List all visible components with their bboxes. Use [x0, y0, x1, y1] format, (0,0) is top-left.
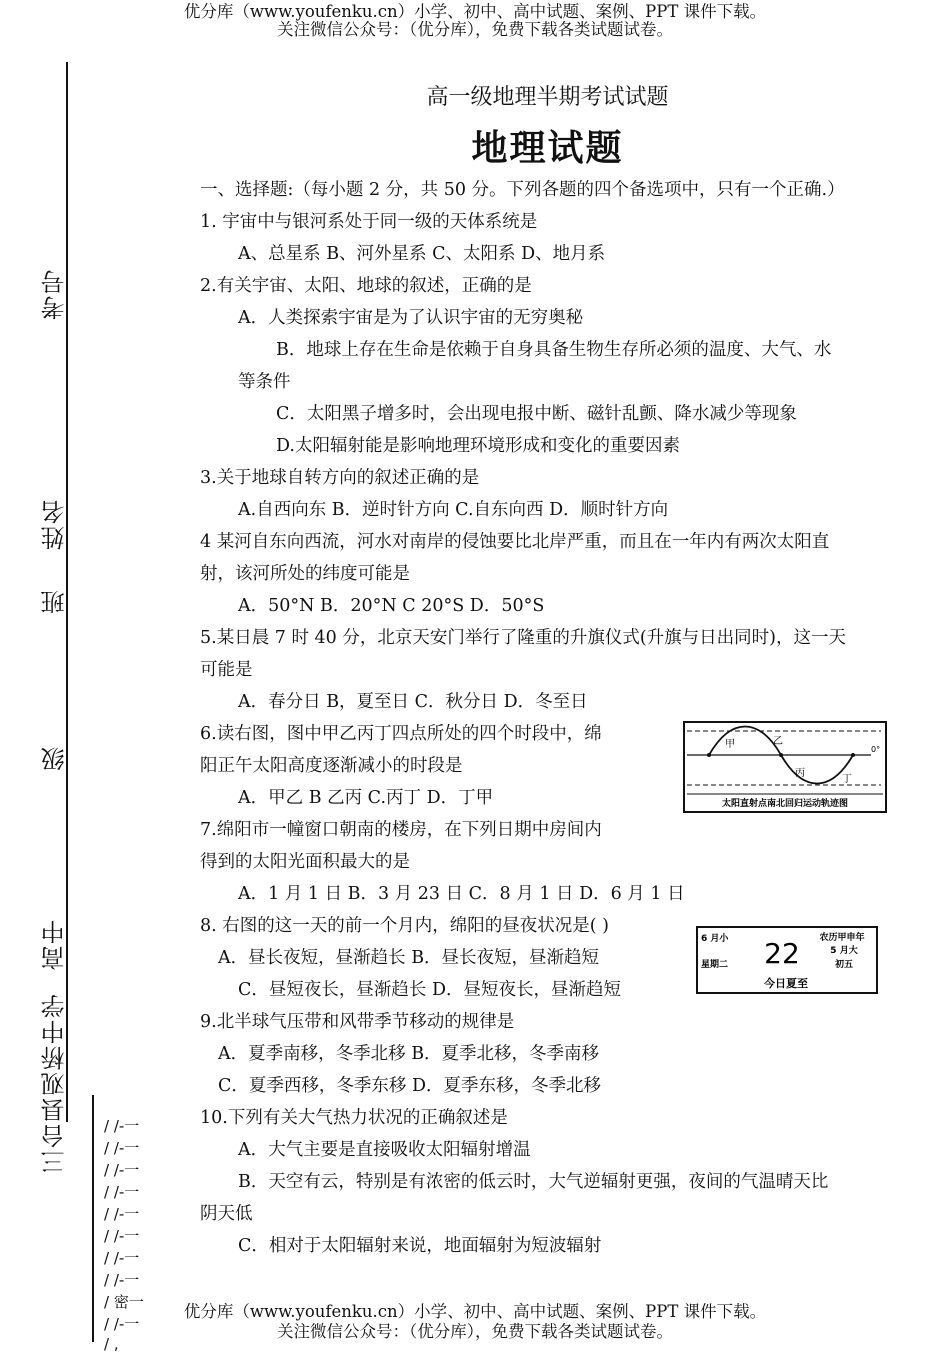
- calendar-weekday: 星期二: [701, 960, 729, 970]
- seal-stub: / /-一: [104, 1227, 140, 1245]
- option-line: 等条件: [238, 372, 291, 392]
- school-name: 三台县观桥中学: [41, 992, 69, 1174]
- calendar-day: 22: [764, 937, 800, 970]
- calendar-lunar-month: 5 月大: [830, 946, 858, 956]
- header-line-2: 关注微信公众号：（优分库），免费下载各类试题试卷。: [277, 20, 673, 39]
- seal-stub: / 密一: [104, 1293, 144, 1311]
- point-label-yi: 乙: [773, 736, 783, 747]
- option-line: A．春分日 B，夏至日 C．秋分日 D．冬至日: [238, 692, 588, 712]
- footer-line-1: 优分库（www.youfenku.cn）小学、初中、高中试题、案例、PPT 课件下载。: [183, 1302, 767, 1321]
- section-heading: 一、选择题:（每小题 2 分，共 50 分。下列各题的四个备选项中，只有一个正确.）: [200, 180, 845, 200]
- option-line: A、总星系 B、河外星系 C、太阳系 D、地月系: [238, 244, 606, 264]
- question-line: 射，该河所处的纬度可能是: [200, 564, 410, 584]
- seal-stub: / /-一: [104, 1315, 140, 1333]
- calendar-month: 6 月小: [701, 934, 729, 944]
- option-line: D.太阳辐射能是影响地理环境形成和变化的重要因素: [276, 436, 680, 456]
- seal-stub: / /-一: [104, 1249, 140, 1267]
- option-line: B．天空有云，特别是有浓密的低云时，大气逆辐射更强，夜间的气温晴天比: [238, 1172, 829, 1192]
- option-line: A.自西向东 B．逆时针方向 C.自东向西 D．顺时针方向: [238, 500, 669, 520]
- option-line: C．夏季西移，冬季东移 D．夏季东移，冬季北移: [218, 1076, 601, 1096]
- option-line: A．夏季南移，冬季北移 B．夏季北移，冬季南移: [218, 1044, 600, 1064]
- exam-title: 地理试题: [471, 127, 624, 169]
- calendar-lunar-day: 初五: [834, 960, 854, 970]
- sun-migration-figure: [683, 721, 887, 813]
- question-line: 2.有关宇宙、太阳、地球的叙述，正确的是: [200, 276, 532, 296]
- header-line-1: 优分库（www.youfenku.cn）小学、初中、高中试题、案例、PPT 课件下载。: [183, 2, 767, 21]
- question-line: 8. 右图的这一天的前一个月内，绵阳的昼夜状况是( ): [200, 916, 609, 936]
- option-line: A．50°N B．20°N C 20°S D．50°S: [238, 596, 545, 616]
- option-line: C．昼短夜长，昼渐趋长 D．昼短夜长，昼渐趋短: [238, 980, 621, 1000]
- question-line: 3.关于地球自转方向的叙述正确的是: [200, 468, 480, 488]
- seal-stub: / /-一: [104, 1271, 140, 1289]
- seal-stub: / /-一: [104, 1117, 140, 1135]
- question-line: 10.下列有关大气热力状况的正确叙述是: [200, 1108, 508, 1128]
- question-line: 阳正午太阳高度逐渐减小的时段是: [200, 756, 463, 776]
- option-line: A．昼长夜短，昼渐趋长 B．昼长夜短，昼渐趋短: [218, 948, 600, 968]
- seal-stub: / ,: [104, 1335, 119, 1353]
- seal-stub: / /-一: [104, 1161, 140, 1179]
- question-line: 1. 宇宙中与银河系处于同一级的天体系统是: [200, 212, 538, 232]
- option-line: 阴天低: [200, 1204, 253, 1224]
- option-line: C．太阳黑子增多时，会出现电报中断、磁针乱颤、降水减少等现象: [276, 404, 797, 424]
- question-line: 5.某日晨 7 时 40 分，北京天安门举行了隆重的升旗仪式(升旗与日出同时)，这一天: [200, 628, 847, 648]
- point-label-ding: 丁: [842, 774, 852, 785]
- option-line: C．相对于太阳辐射来说，地面辐射为短波辐射: [238, 1236, 602, 1256]
- option-line: A．人类探索宇宙是为了认识宇宙的无穷奥秘: [238, 308, 584, 328]
- seal-stub: / /-一: [104, 1205, 140, 1223]
- equator-label: 0°: [871, 745, 881, 754]
- question-line: 6.读右图，图中甲乙丙丁四点所处的四个时段中，绵: [200, 724, 602, 744]
- calendar-lunar-year: 农历甲申年: [819, 933, 865, 943]
- question-line: 9.北半球气压带和风带季节移动的规律是: [200, 1012, 515, 1032]
- point-label-bing: 丙: [795, 768, 805, 779]
- label-ji: 级: [41, 745, 69, 771]
- question-line: 4 某河自东向西流，河水对南岸的侵蚀要比北岸严重，而且在一年内有两次太阳直: [200, 532, 830, 552]
- figure-caption: 太阳直射点南北回归运动轨迹图: [721, 799, 849, 809]
- question-line: 7.绵阳市一幢窗口朝南的楼房，在下列日期中房间内: [200, 820, 602, 840]
- seal-stub: / /-一: [104, 1139, 140, 1157]
- option-line: A．1 月 1 日 B．3 月 23 日 C．8 月 1 日 D．6 月 1 日: [238, 884, 685, 904]
- label-ban: 班: [41, 588, 69, 614]
- question-line: 得到的太阳光面积最大的是: [200, 852, 410, 872]
- calendar-solar-term: 今日夏至: [764, 977, 808, 990]
- label-xingming: 姓名: [41, 498, 69, 550]
- seal-stub: / /-一: [104, 1183, 140, 1201]
- exam-subtitle: 高一级地理半期考试试题: [426, 85, 669, 110]
- option-line: B．地球上存在生命是依赖于自身具备生物生存所必须的温度、大气、水: [276, 340, 832, 360]
- question-line: 可能是: [200, 660, 253, 680]
- footer-line-2: 关注微信公众号：（优分库），免费下载各类试题试卷。: [277, 1322, 673, 1341]
- label-gaozhong: 高中: [41, 918, 69, 970]
- label-kaohao: 考号: [41, 268, 69, 320]
- option-line: A．大气主要是直接吸收太阳辐射增温: [238, 1140, 531, 1160]
- option-line: A．甲乙 B 乙丙 C.丙丁 D．丁甲: [238, 788, 494, 808]
- calendar-figure: [696, 926, 878, 994]
- point-label-jia: 甲: [725, 739, 735, 750]
